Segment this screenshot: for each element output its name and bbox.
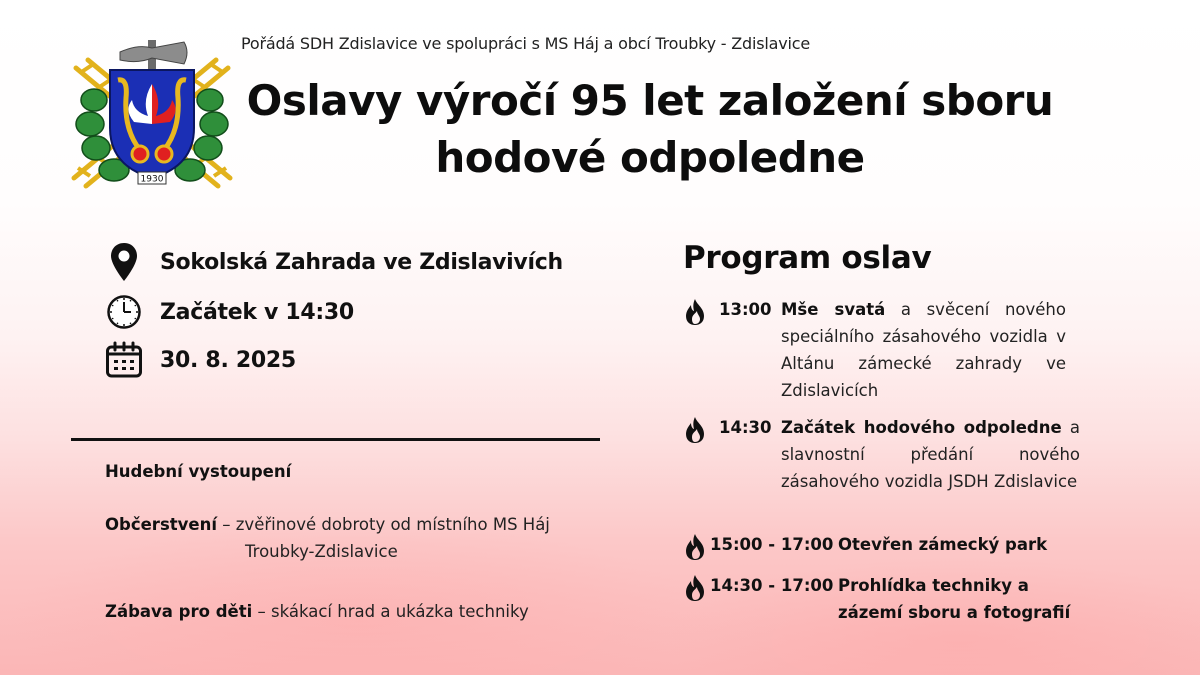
extra-refreshments-cont: Troubky-Zdislavice <box>245 542 398 561</box>
program-desc-bold: Začátek hodového odpoledne <box>781 418 1062 437</box>
organizer-text: Pořádá SDH Zdislavice ve spolupráci s MS Háj a obcí Troubky - Zdislavice <box>241 34 810 53</box>
program-item <box>684 576 1104 626</box>
extra-kids <box>105 602 529 621</box>
fire-icon <box>684 298 708 328</box>
page-title <box>200 72 1100 186</box>
title-line-1: Oslavy výročí 95 let založení sboru <box>246 76 1054 125</box>
program-desc <box>781 296 1066 404</box>
info-date <box>104 340 296 380</box>
program-time: 13:00 <box>719 300 772 319</box>
program-time: 14:30 - 17:00 <box>710 576 834 595</box>
extra-music <box>105 462 291 481</box>
info-time <box>104 292 354 332</box>
program-desc: Prohlídka techniky a zázemí sboru a fotografií <box>838 576 1071 622</box>
emblem-year: 1930 <box>140 174 164 185</box>
program-item <box>684 535 1104 563</box>
location-text: Sokolská Zahrada ve Zdislavivích <box>160 249 563 275</box>
extra-kids-label: Zábava pro děti <box>105 602 253 621</box>
extra-kids-text: skákací hrad a ukázka techniky <box>271 602 529 621</box>
program-time: 14:30 <box>719 418 772 437</box>
program-title: Program oslav <box>683 240 932 276</box>
program-time: 15:00 - 17:00 <box>710 535 834 554</box>
program-desc-rest: a svěcení nového speciálního zásahového vozidla v Altánu zámecké zahrady ve Zdislavicích <box>781 300 1066 400</box>
program-desc <box>781 414 1080 495</box>
program-item <box>684 300 1066 404</box>
clock-icon <box>104 292 144 332</box>
separator: – <box>252 602 272 621</box>
program-desc-rest: a slavnostní předání nového zásahového vozidla JSDH Zdislavice <box>781 418 1081 491</box>
fire-icon <box>684 574 708 604</box>
date-text: 30. 8. 2025 <box>160 347 296 373</box>
separator: – <box>217 515 236 534</box>
extra-refreshments-text: zvěřinové dobroty od místního MS Háj <box>235 515 550 534</box>
calendar-icon <box>104 340 144 380</box>
section-divider <box>71 438 600 441</box>
location-pin-icon <box>104 242 144 282</box>
extra-refreshments <box>105 515 550 561</box>
fire-icon <box>684 533 708 563</box>
info-location <box>104 242 563 282</box>
title-line-2: hodové odpoledne <box>435 133 865 182</box>
extra-refreshments-label: Občerstvení <box>105 515 218 534</box>
extra-music-label: Hudební vystoupení <box>105 462 292 481</box>
program-desc-bold: Mše svatá <box>781 300 886 319</box>
start-time-text: Začátek v 14:30 <box>160 299 354 325</box>
program-item <box>684 418 1080 495</box>
fire-icon <box>684 416 708 446</box>
program-desc: Otevřen zámecký park <box>838 535 1048 554</box>
